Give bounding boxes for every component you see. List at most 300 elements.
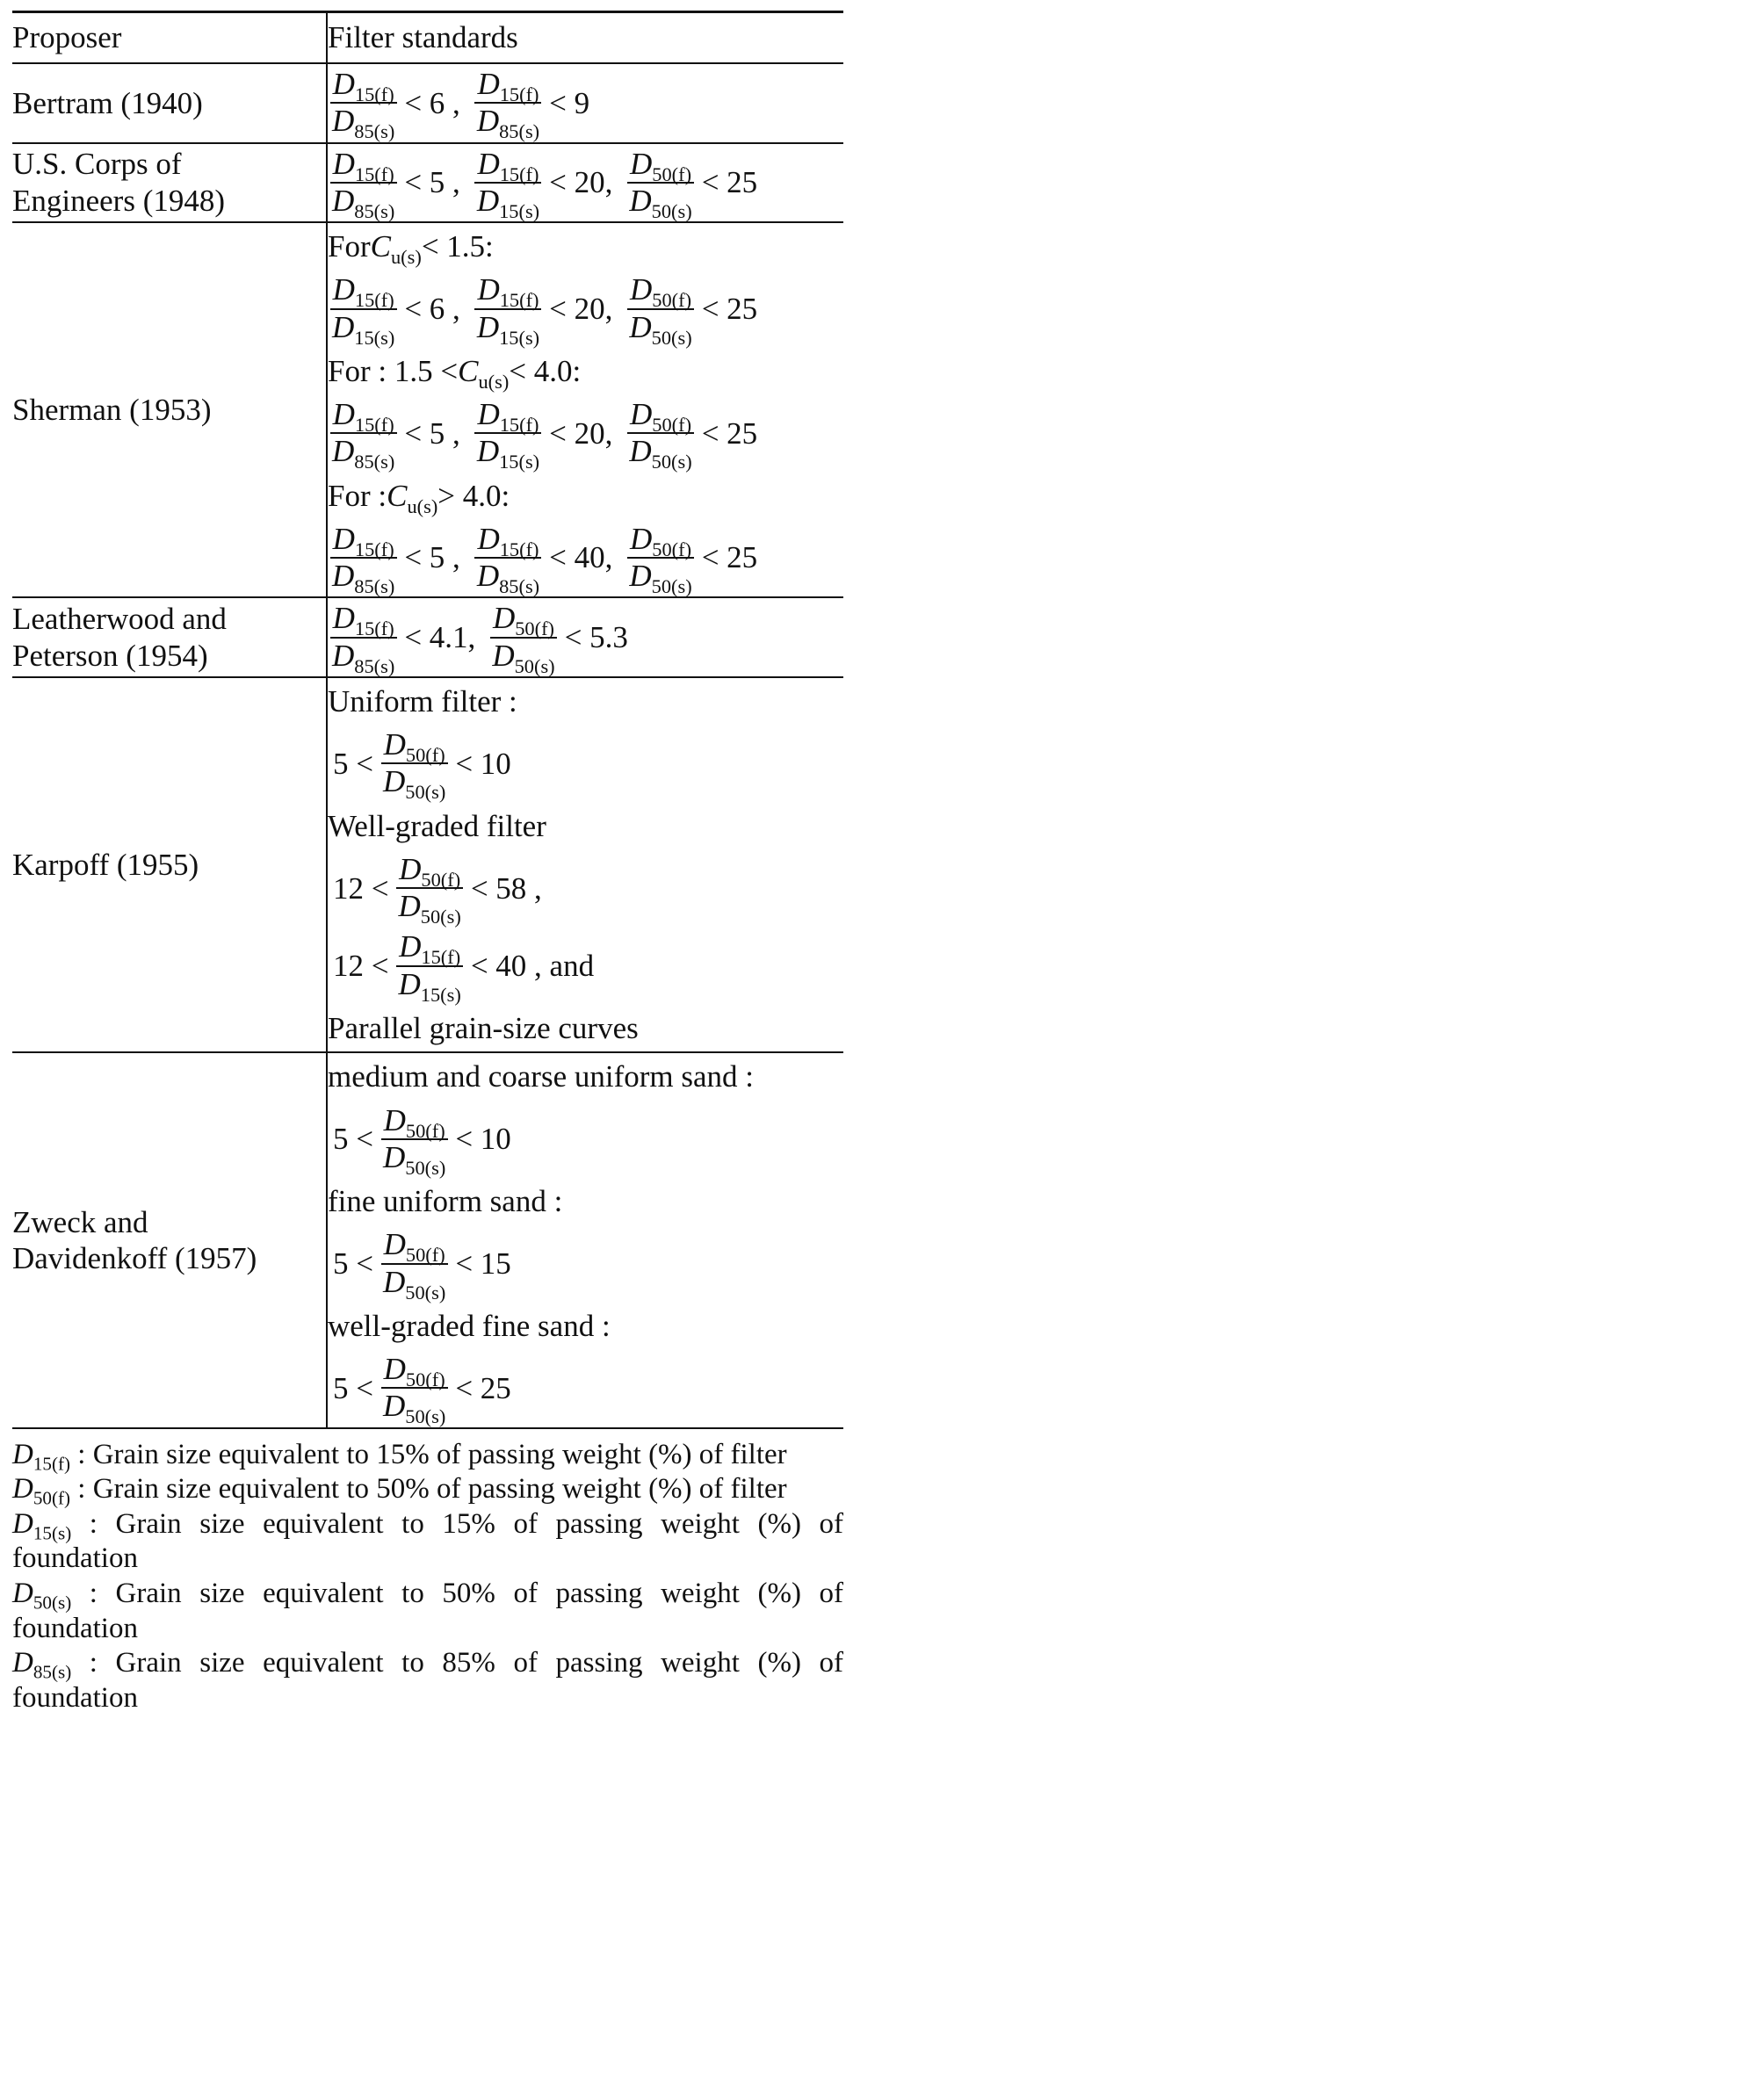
fraction [626, 397, 694, 473]
condition-suffix: < 1.5: [421, 229, 494, 264]
formula-line [328, 270, 843, 348]
denominator [329, 559, 397, 597]
table-body [12, 12, 843, 1428]
subscript: 85(s) [499, 574, 540, 597]
fraction [489, 601, 557, 677]
formula-operator: < 25 [701, 165, 758, 200]
formula-operator: < 6 , [404, 85, 460, 120]
numerator [330, 67, 397, 104]
symbol-d: D [12, 1438, 33, 1470]
formula-line [328, 144, 843, 222]
symbol-d: D [332, 309, 355, 344]
condition-label [328, 223, 843, 270]
header-row [12, 12, 843, 64]
footnote-text: : Grain size equivalent to 15% of passing weight (%) of foundation [12, 1507, 843, 1575]
formula-operator: < 6 , [404, 291, 460, 326]
formula-line [328, 1101, 843, 1179]
subscript: 50(f) [405, 744, 445, 767]
denominator-symbol [332, 309, 395, 349]
symbol-d: D [399, 851, 422, 886]
criterion-label: well-graded fine sand : [328, 1308, 611, 1343]
numerator [330, 272, 397, 312]
formula-line [328, 927, 843, 1005]
proposer-cell [12, 677, 327, 1052]
formula-lead: 12 < [333, 949, 389, 984]
symbol-d: D [332, 146, 355, 181]
subscript: 50(f) [652, 289, 692, 312]
subscript: 50(f) [421, 868, 461, 891]
fraction [474, 522, 542, 595]
denominator [380, 1389, 448, 1428]
subscript: 85(s) [499, 120, 540, 143]
numerator-symbol [383, 1227, 445, 1267]
formula-lead: 12 < [333, 870, 389, 906]
footnote [12, 1507, 843, 1577]
symbol-d: D [12, 1647, 33, 1679]
standards-cell [327, 143, 843, 223]
numerator-symbol [477, 146, 539, 185]
symbol-d: D [332, 104, 355, 139]
subscript: 15(s) [33, 1522, 72, 1544]
criterion-label: Well-graded filter [328, 808, 546, 843]
symbol-d: D [332, 183, 355, 218]
numerator-symbol [399, 851, 461, 891]
condition-prefix: For : [328, 478, 387, 513]
denominator [474, 434, 542, 473]
footnote-symbol [12, 1578, 72, 1614]
formula-lead: 5 < [333, 1122, 373, 1157]
denominator [396, 889, 464, 928]
denominator-symbol [383, 1389, 446, 1428]
denominator [626, 183, 694, 222]
subscript: 15(f) [499, 413, 539, 436]
subscript: 50(s) [405, 1281, 446, 1303]
subscript: 50(s) [651, 199, 692, 222]
coefficient-of-uniformity [387, 478, 438, 517]
denominator-symbol [476, 183, 540, 222]
fraction [329, 601, 397, 677]
criterion-label: fine uniform sand : [328, 1184, 563, 1219]
standards-cell [327, 1052, 843, 1427]
subscript: 85(s) [354, 451, 395, 473]
formula-line [328, 1349, 843, 1427]
formula-operator: < 40 , and [470, 949, 595, 984]
subscript: 15(f) [354, 413, 394, 436]
proposer-cell [12, 597, 327, 677]
proposer-name: Karpoff (1955) [12, 847, 199, 882]
denominator [474, 309, 542, 349]
fraction [474, 272, 542, 349]
numerator-symbol [477, 67, 539, 105]
header-proposer: Proposer [12, 12, 327, 64]
numerator-symbol [630, 146, 692, 185]
symbol-d: D [629, 434, 652, 469]
formula-operator: < 10 [455, 746, 511, 781]
subscript: 15(f) [354, 83, 394, 105]
symbol-d: D [383, 1389, 406, 1424]
symbol-d: D [383, 1352, 406, 1387]
subscript: 15(f) [354, 617, 394, 640]
denominator-symbol [629, 559, 692, 597]
numerator [381, 1352, 448, 1389]
footnote-symbol [12, 1647, 72, 1683]
denominator [474, 183, 542, 222]
subscript: 15(f) [33, 1453, 71, 1475]
numerator-symbol [332, 397, 394, 436]
numerator [330, 522, 397, 559]
standards-cell [327, 597, 843, 677]
denominator-symbol [492, 638, 555, 677]
proposer-name: Engineers (1948) [12, 183, 226, 218]
denominator-symbol [476, 104, 540, 143]
subscript: 50(s) [651, 326, 692, 349]
symbol-d: D [629, 559, 652, 594]
numerator [474, 522, 541, 559]
numerator [474, 67, 541, 104]
subscript: 85(s) [354, 120, 395, 143]
standards-cell [327, 677, 843, 1052]
formula-operator: < 5 , [404, 165, 460, 200]
table-row [12, 143, 843, 223]
numerator [381, 1103, 448, 1140]
symbol-d: D [383, 1264, 406, 1299]
footnotes [12, 1438, 843, 1716]
symbol-d: D [492, 638, 515, 673]
numerator-symbol [492, 601, 554, 640]
denominator-symbol [629, 309, 692, 349]
symbol-d: D [630, 272, 653, 307]
coefficient-of-uniformity [458, 353, 510, 393]
formula-operator: < 20, [549, 415, 613, 451]
footnote [12, 1472, 843, 1507]
numerator [627, 147, 694, 184]
symbol-d: D [383, 764, 406, 799]
symbol-d: D [12, 1473, 33, 1506]
subscript: 50(f) [33, 1487, 71, 1509]
numerator-symbol [630, 272, 692, 312]
denominator [380, 764, 448, 804]
subscript: 15(s) [420, 983, 461, 1006]
fraction [474, 397, 542, 473]
footnote-text: : Grain size equivalent to 50% of passing weight (%) of filter [70, 1473, 787, 1506]
symbol-d: D [476, 559, 500, 594]
table-row [12, 597, 843, 677]
formula-operator: < 5 , [404, 415, 460, 451]
standards-cell [327, 222, 843, 597]
subscript: 85(s) [354, 654, 395, 677]
denominator [626, 434, 694, 473]
numerator-symbol [332, 601, 394, 640]
numerator [381, 727, 448, 767]
subscript: 15(s) [499, 199, 540, 222]
condition-label [328, 473, 843, 519]
symbol-d: D [383, 727, 406, 762]
numerator-symbol [332, 67, 394, 105]
subscript: 50(s) [405, 781, 446, 804]
fraction [329, 272, 397, 349]
criterion-label: Parallel grain-size curves [328, 1010, 639, 1045]
subscript: 50(s) [33, 1592, 72, 1614]
denominator-symbol [383, 764, 446, 804]
denominator [329, 434, 397, 473]
subscript: 50(f) [405, 1119, 445, 1142]
condition-suffix: < 4.0: [509, 353, 582, 388]
symbol-d: D [477, 521, 500, 556]
fraction [380, 1352, 448, 1428]
subscript: 50(s) [420, 906, 461, 928]
fraction [474, 147, 542, 220]
subscript: 85(s) [354, 199, 395, 222]
formula-operator: < 25 [455, 1370, 511, 1405]
formula-operator: < 9 [549, 85, 590, 120]
criterion-label: medium and coarse uniform sand : [328, 1059, 755, 1094]
formula-operator: < 10 [455, 1122, 511, 1157]
formula-operator: < 15 [455, 1246, 511, 1281]
formula-operator: < 5 , [404, 540, 460, 575]
footnote-symbol [12, 1473, 71, 1509]
fraction [329, 522, 397, 595]
fraction [380, 1227, 448, 1303]
symbol-d: D [492, 601, 516, 636]
symbol-d: D [332, 521, 355, 556]
denominator-symbol [476, 434, 540, 473]
subscript: 15(f) [499, 538, 539, 560]
denominator-symbol [629, 183, 692, 222]
denominator-symbol [476, 309, 540, 349]
numerator-symbol [332, 272, 394, 312]
symbol-d: D [476, 309, 500, 344]
denominator [329, 638, 397, 677]
denominator [474, 104, 542, 143]
filter-standards-sheet [12, 11, 843, 1715]
numerator [330, 601, 397, 638]
formula-operator: < 58 , [470, 870, 542, 906]
criterion-label: Uniform filter : [328, 683, 517, 719]
denominator-symbol [383, 1264, 446, 1303]
numerator-symbol [332, 146, 394, 185]
fraction [329, 397, 397, 473]
numerator-symbol [399, 929, 461, 969]
numerator-symbol [383, 727, 445, 767]
numerator-symbol [383, 1352, 445, 1390]
subscript: u(s) [478, 370, 510, 393]
formula-line [328, 725, 843, 803]
denominator [380, 1264, 448, 1303]
denominator-symbol [332, 434, 395, 473]
denominator [329, 183, 397, 222]
subscript: 50(f) [405, 1244, 445, 1267]
numerator-symbol [477, 521, 539, 560]
symbol-d: D [398, 889, 421, 924]
proposer-cell [12, 222, 327, 597]
denominator [396, 966, 464, 1006]
numerator-symbol [332, 521, 394, 560]
symbol-d: D [477, 67, 500, 101]
subscript: 50(s) [651, 574, 692, 597]
subscript: 15(f) [421, 946, 461, 969]
fraction [626, 522, 694, 595]
symbol-d: D [630, 397, 653, 432]
denominator [474, 559, 542, 597]
fraction [396, 929, 464, 1006]
formula-line [328, 598, 843, 676]
symbol-d: D [383, 1102, 406, 1137]
numerator [474, 397, 541, 434]
symbol-d: D [476, 434, 500, 469]
symbol-d: D [12, 1578, 33, 1610]
formula-lead: 5 < [333, 1370, 373, 1405]
symbol-c: C [387, 478, 408, 513]
formula-line [328, 849, 843, 928]
standards-cell [327, 63, 843, 143]
denominator [329, 309, 397, 349]
formula-operator: < 25 [701, 540, 758, 575]
numerator [627, 522, 694, 559]
filter-standards-table [12, 11, 843, 1429]
denominator-symbol [383, 1139, 446, 1179]
table-row [12, 63, 843, 143]
footnote [12, 1577, 843, 1646]
numerator-symbol [477, 397, 539, 436]
symbol-d: D [332, 638, 355, 673]
denominator-symbol [629, 434, 692, 473]
formula-operator: < 20, [549, 291, 613, 326]
denominator-symbol [398, 966, 461, 1006]
proposer-cell [12, 143, 327, 223]
header-filter-standards: Filter standards [327, 12, 843, 64]
subscript: 85(s) [33, 1661, 72, 1683]
formula-operator: < 40, [549, 540, 613, 575]
condition-prefix: For [328, 229, 371, 264]
denominator [626, 309, 694, 349]
footnote [12, 1438, 843, 1473]
formula-operator: < 25 [701, 415, 758, 451]
coefficient-of-uniformity [370, 228, 422, 268]
footnote-text: : Grain size equivalent to 15% of passing weight (%) of filter [70, 1438, 787, 1470]
subscript: 15(f) [499, 162, 539, 185]
fraction [329, 147, 397, 220]
numerator [396, 929, 463, 969]
numerator [627, 397, 694, 434]
footnote-symbol [12, 1438, 71, 1475]
denominator-symbol [332, 638, 395, 677]
proposer-cell [12, 1052, 327, 1427]
subscript: u(s) [390, 245, 422, 268]
symbol-d: D [12, 1507, 33, 1540]
proposer-name: Davidenkoff (1957) [12, 1240, 257, 1275]
symbol-d: D [383, 1139, 406, 1174]
symbol-d: D [332, 601, 355, 636]
numerator [474, 272, 541, 312]
proposer-name: Bertram (1940) [12, 85, 203, 120]
subscript: 15(s) [499, 451, 540, 473]
subscript: 50(s) [514, 654, 555, 677]
footnote-text: : Grain size equivalent to 50% of passing weight (%) of foundation [12, 1578, 843, 1644]
numerator [627, 272, 694, 312]
formula-line [328, 394, 843, 473]
proposer-name: Leatherwood and [12, 602, 227, 637]
condition-prefix: For : 1.5 < [328, 353, 459, 388]
denominator [489, 638, 557, 677]
symbol-d: D [332, 272, 355, 307]
condition-suffix: > 4.0: [437, 478, 510, 513]
numerator [474, 147, 541, 184]
subscript: 50(f) [652, 538, 692, 560]
fraction [380, 727, 448, 804]
numerator-symbol [630, 521, 692, 560]
numerator-symbol [383, 1102, 445, 1142]
numerator-symbol [477, 272, 539, 312]
subscript: 15(f) [499, 289, 539, 312]
symbol-d: D [476, 183, 500, 218]
table-row [12, 1052, 843, 1427]
symbol-d: D [476, 104, 500, 139]
fraction [396, 851, 464, 928]
subscript: 15(f) [499, 83, 539, 105]
numerator [396, 852, 463, 889]
fraction [626, 147, 694, 220]
subscript: 15(s) [354, 326, 395, 349]
numerator [330, 397, 397, 434]
symbol-d: D [629, 309, 652, 344]
subscript: 50(f) [652, 162, 692, 185]
formula-operator: < 20, [549, 165, 613, 200]
proposer-name: Peterson (1954) [12, 638, 208, 673]
fraction [474, 67, 542, 143]
table-row [12, 222, 843, 597]
proposer-name: Sherman (1953) [12, 393, 212, 428]
symbol-d: D [477, 397, 500, 432]
symbol-d: D [630, 146, 653, 181]
numerator [490, 601, 557, 638]
numerator [381, 1227, 448, 1267]
fraction [626, 272, 694, 349]
symbol-d: D [332, 434, 355, 469]
formula-operator: < 5.3 [564, 619, 628, 654]
subscript: 15(f) [354, 162, 394, 185]
denominator-symbol [398, 889, 461, 928]
subscript: 50(s) [405, 1405, 446, 1428]
subscript: 50(f) [515, 617, 554, 640]
formula-line [328, 1224, 843, 1303]
footnote-text: : Grain size equivalent to 85% of passing weight (%) of foundation [12, 1647, 843, 1714]
symbol-d: D [477, 146, 500, 181]
proposer-name: U.S. Corps of [12, 147, 182, 182]
subscript: 15(f) [354, 289, 394, 312]
condition-label [328, 348, 843, 394]
subscript: 15(s) [499, 326, 540, 349]
subscript: u(s) [407, 495, 438, 517]
symbol-d: D [399, 929, 422, 964]
symbol-d: D [332, 67, 355, 101]
denominator-symbol [332, 104, 395, 143]
footnote [12, 1646, 843, 1715]
subscript: 50(f) [405, 1368, 445, 1390]
symbol-d: D [332, 397, 355, 432]
subscript: 15(f) [354, 538, 394, 560]
symbol-d: D [630, 521, 653, 556]
subscript: 50(s) [651, 451, 692, 473]
denominator-symbol [332, 183, 395, 222]
formula-lead: 5 < [333, 1246, 373, 1281]
proposer-name: Zweck and [12, 1204, 148, 1239]
fraction [380, 1102, 448, 1179]
formula-operator: < 25 [701, 291, 758, 326]
denominator [329, 104, 397, 143]
formula-operator: < 4.1, [404, 619, 476, 654]
denominator [626, 559, 694, 597]
formula-line [328, 64, 843, 142]
